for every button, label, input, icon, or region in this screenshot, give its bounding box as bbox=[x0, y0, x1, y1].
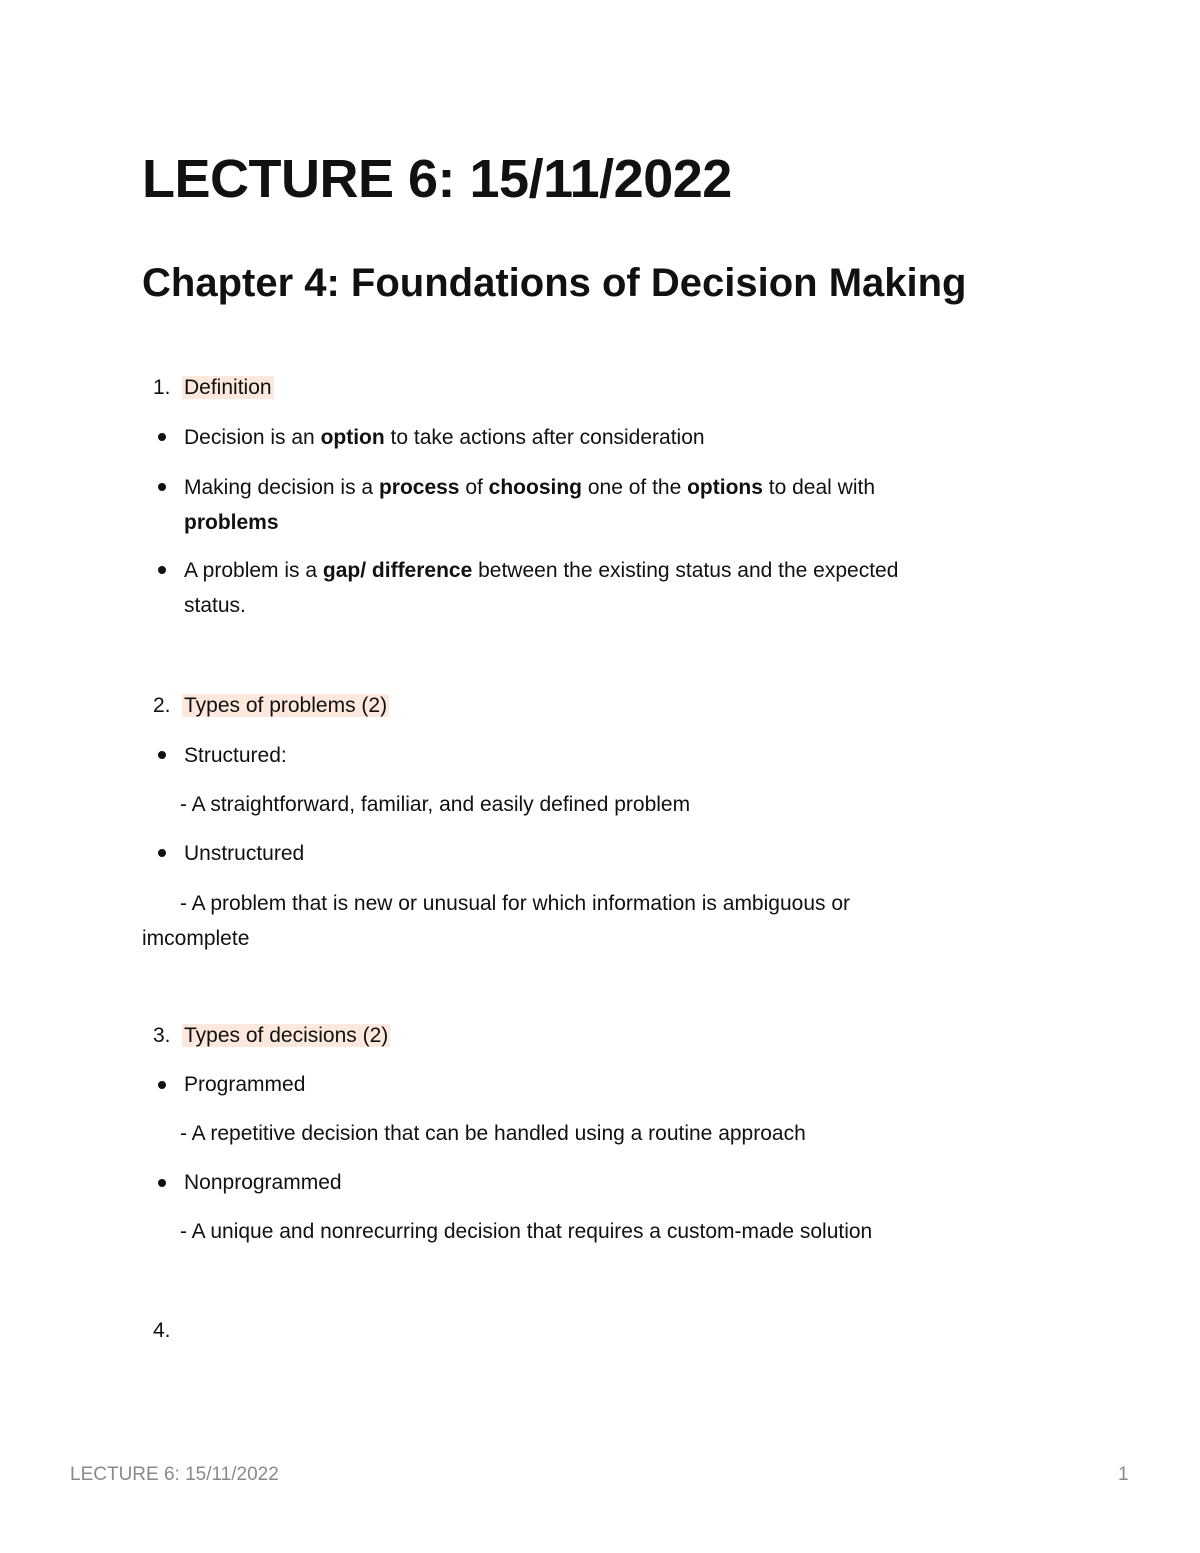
chapter-heading: Chapter 4: Foundations of Decision Making bbox=[142, 261, 967, 305]
section-2-heading-text: Types of problems (2) bbox=[184, 694, 388, 717]
section-3-item-1: Programmed bbox=[184, 1073, 306, 1096]
section-1-number: 1. bbox=[153, 376, 171, 399]
bullet-icon bbox=[158, 483, 166, 491]
bullet-icon bbox=[158, 433, 166, 441]
section-1-bullet-2 bbox=[184, 470, 875, 505]
text-run: to take actions after consideration bbox=[384, 426, 705, 449]
text-run: A problem is a bbox=[184, 559, 323, 582]
document-title: LECTURE 6: 15/11/2022 bbox=[142, 149, 732, 209]
bold-text-run: problems bbox=[184, 511, 279, 534]
section-2-item-2-desc: - A problem that is new or unusual for which information is ambiguous or bbox=[180, 892, 851, 915]
section-3-number: 3. bbox=[153, 1024, 171, 1047]
section-2-item-1-desc: - A straightforward, familiar, and easily defined problem bbox=[180, 793, 691, 816]
section-1-bullet-3 bbox=[184, 553, 898, 588]
section-1-bullet-3-cont: status. bbox=[184, 594, 246, 617]
section-2-item-1: Structured: bbox=[184, 744, 287, 767]
section-3-item-2-desc: - A unique and nonrecurring decision that requires a custom-made solution bbox=[180, 1220, 873, 1243]
bold-text-run: options bbox=[687, 476, 763, 499]
section-1-bullet-2-cont bbox=[184, 505, 279, 540]
bullet-icon bbox=[158, 566, 166, 574]
section-3-item-2: Nonprogrammed bbox=[184, 1171, 342, 1194]
section-4-number: 4. bbox=[153, 1319, 171, 1342]
text-run: between the existing status and the expected bbox=[472, 559, 899, 582]
bullet-icon bbox=[158, 751, 166, 759]
bold-text-run: option bbox=[320, 426, 385, 449]
section-3-item-1-desc: - A repetitive decision that can be handled using a routine approach bbox=[180, 1122, 806, 1145]
section-3-heading bbox=[182, 1018, 390, 1053]
bold-text-run: choosing bbox=[488, 476, 583, 499]
section-2-number: 2. bbox=[153, 694, 171, 717]
section-2-heading bbox=[182, 688, 389, 723]
bullet-icon bbox=[158, 1081, 166, 1089]
section-3-heading-text: Types of decisions (2) bbox=[184, 1024, 389, 1047]
bold-text-run: process bbox=[378, 476, 460, 499]
bullet-icon bbox=[158, 849, 166, 857]
footer-page-number: 1 bbox=[1118, 1464, 1129, 1485]
text-run: to deal with bbox=[762, 476, 876, 499]
text-run: one of the bbox=[582, 476, 688, 499]
section-2-item-2: Unstructured bbox=[184, 842, 305, 865]
section-2-item-2-desc-cont: imcomplete bbox=[142, 927, 250, 950]
section-1-bullet-1 bbox=[184, 420, 705, 455]
text-run: of bbox=[459, 476, 489, 499]
bold-text-run: gap/ difference bbox=[322, 559, 473, 582]
footer-title: LECTURE 6: 15/11/2022 bbox=[70, 1464, 279, 1485]
section-1-heading-text: Definition bbox=[184, 376, 272, 399]
text-run: Decision is an bbox=[184, 426, 321, 449]
bullet-icon bbox=[158, 1179, 166, 1187]
section-1-heading bbox=[182, 370, 274, 405]
text-run: Making decision is a bbox=[184, 476, 379, 499]
